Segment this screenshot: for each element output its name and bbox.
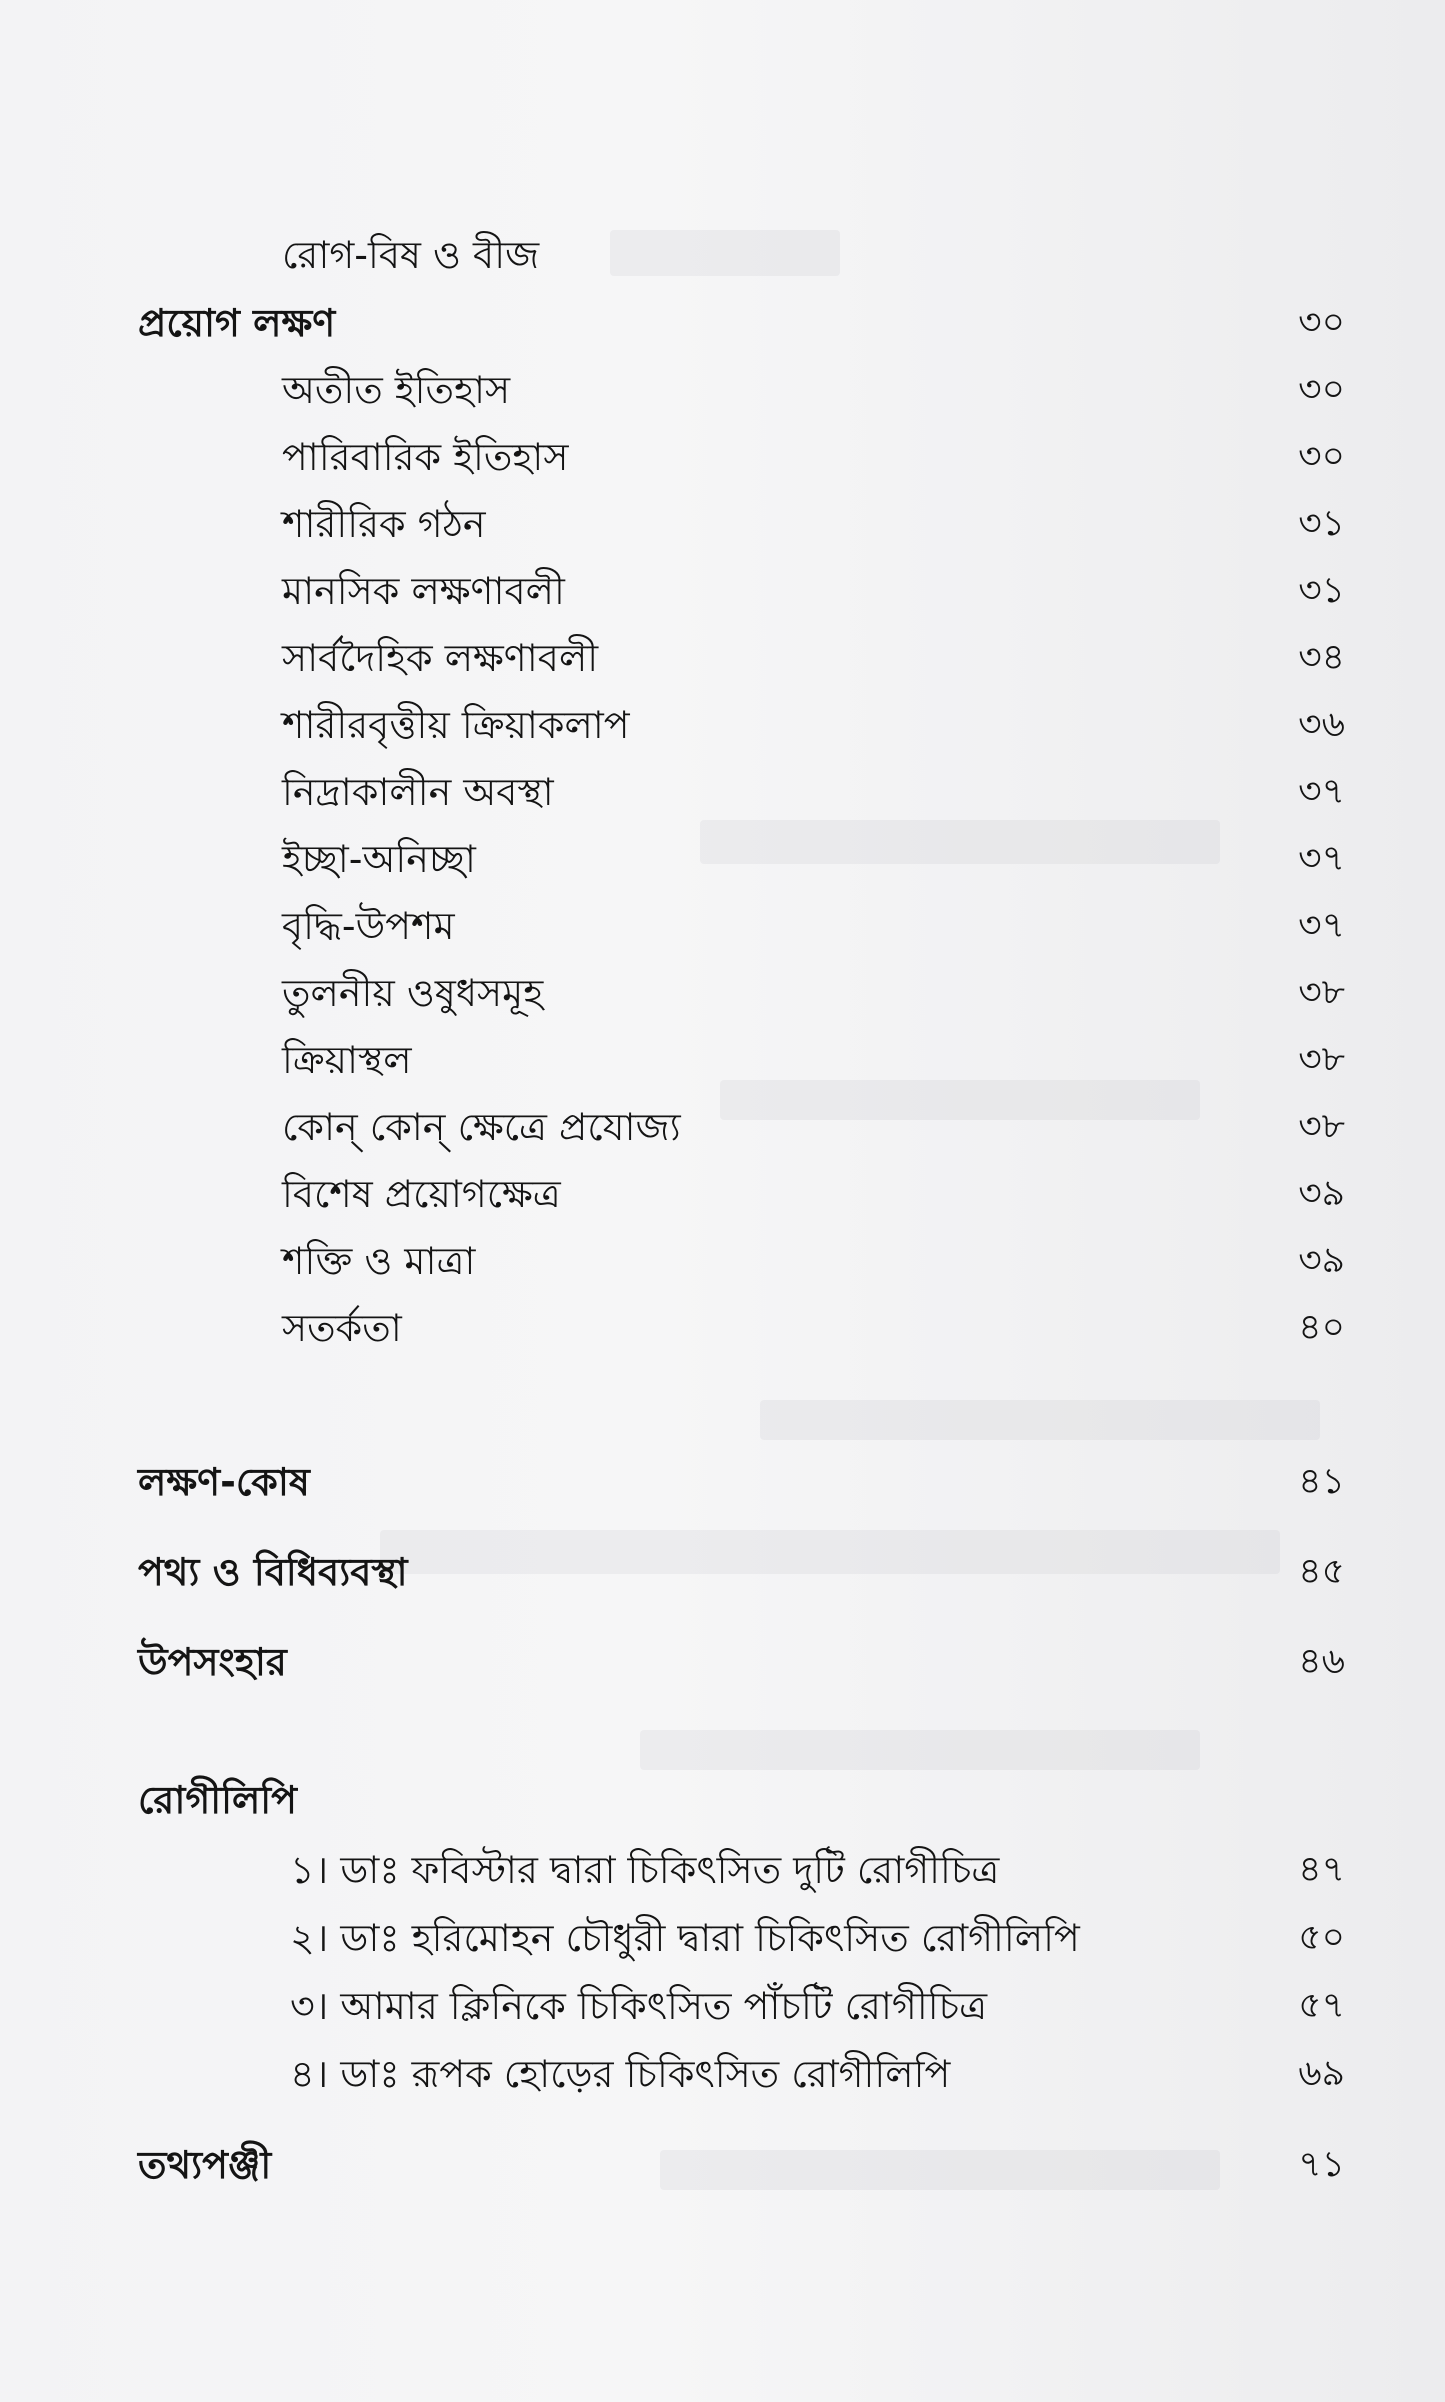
toc-page-number: ৪০ [1298,1307,1345,1348]
toc-section-heading [0,1542,1445,1602]
toc-entry [0,225,1445,285]
bleed-through-mark [760,1400,1320,1440]
toc-entry [0,628,1445,688]
toc-entry-label: শারীরবৃত্তীয় ক্রিয়াকলাপ [282,703,630,747]
toc-entry-label: মানসিক লক্ষণাবলী [282,569,565,613]
toc-entry-label: ২। ডাঃ হরিমোহন চৌধুরী দ্বারা চিকিৎসিত রোগীলিপি [290,1916,1080,1960]
toc-page-number: ৩১ [1298,503,1345,544]
toc-page-number: ৩৭ [1298,905,1345,946]
toc-page-number: ৪১ [1298,1461,1345,1502]
toc-page-number: ৫০ [1298,1917,1345,1958]
toc-page-number: ৩০ [1298,369,1345,410]
toc-entry [0,561,1445,621]
toc-section-heading [0,1632,1445,1692]
toc-entry-label: রোগ-বিষ ও বীজ [282,233,540,277]
toc-section-label: উপসংহার [138,1640,287,1684]
toc-entry [0,1097,1445,1157]
toc-page-number: ৩৪ [1298,637,1345,678]
toc-entry [0,1976,1445,2036]
toc-entry [0,1231,1445,1291]
toc-section-heading [0,293,1445,353]
toc-entry [0,360,1445,420]
bleed-through-mark [640,1730,1200,1770]
toc-entry [0,1030,1445,1090]
toc-entry [0,2044,1445,2104]
toc-entry [0,1840,1445,1900]
toc-entry-label: বিশেষ প্রয়োগক্ষেত্র [282,1172,561,1216]
toc-page-number: ৩৯ [1298,1240,1345,1281]
toc-entry-label: সতর্কতা [282,1306,402,1350]
toc-entry-label: তুলনীয় ওষুধসমূহ [282,971,544,1015]
toc-page-number: ৩৮ [1298,1106,1345,1147]
toc-entry [0,896,1445,956]
toc-section-label: লক্ষণ-কোষ [138,1460,310,1504]
toc-section-heading [0,1770,1445,1830]
toc-page-number: ৩০ [1298,436,1345,477]
toc-page-number: ৩৮ [1298,972,1345,1013]
toc-page-number: ৪৬ [1298,1641,1345,1682]
toc-page-number: ৭১ [1298,2144,1345,2185]
toc-entry-label: অতীত ইতিহাস [282,368,511,412]
toc-page-number: ৬৯ [1298,2053,1345,2094]
toc-section-heading [0,2135,1445,2195]
toc-entry-label: ১। ডাঃ ফবিস্টার দ্বারা চিকিৎসিত দুটি রোগীচিত্র [290,1848,1000,1892]
toc-entry [0,829,1445,889]
toc-entry [0,1908,1445,1968]
toc-section-label: প্রয়োগ লক্ষণ [138,301,336,345]
toc-page-number: ৩৭ [1298,838,1345,879]
toc-entry [0,1298,1445,1358]
toc-entry-label: নিদ্রাকালীন অবস্থা [282,770,554,814]
toc-entry [0,494,1445,554]
toc-entry [0,963,1445,1023]
toc-entry-label: ইচ্ছা-অনিচ্ছা [282,837,476,881]
toc-page-number: ৪৭ [1298,1849,1345,1890]
toc-page-number: ৩০ [1298,302,1345,343]
toc-section-heading [0,1452,1445,1512]
toc-entry [0,1164,1445,1224]
toc-entry [0,762,1445,822]
toc-entry-label: ৩। আমার ক্লিনিকে চিকিৎসিত পাঁচটি রোগীচিত্র [290,1984,988,2028]
toc-entry [0,427,1445,487]
toc-page-number: ৩৯ [1298,1173,1345,1214]
toc-page-number: ৩৮ [1298,1039,1345,1080]
toc-entry-label: ক্রিয়াস্থল [282,1038,412,1082]
toc-section-label: তথ্যপঞ্জী [138,2143,272,2187]
toc-entry-label: কোন্ কোন্ ক্ষেত্রে প্রযোজ্য [282,1105,681,1149]
toc-section-label: পথ্য ও বিধিব্যবস্থা [138,1550,408,1594]
toc-entry-label: ৪। ডাঃ রূপক হোড়ের চিকিৎসিত রোগীলিপি [290,2052,951,2096]
toc-page-number: ৫৭ [1298,1985,1345,2026]
toc-page-number: ৩৭ [1298,771,1345,812]
toc-entry-label: পারিবারিক ইতিহাস [282,435,569,479]
toc-entry-label: শক্তি ও মাত্রা [282,1239,476,1283]
toc-page-number: ৩১ [1298,570,1345,611]
toc-entry-label: সার্বদৈহিক লক্ষণাবলী [282,636,599,680]
toc-page-number: ৪৫ [1298,1551,1345,1592]
toc-entry-label: শারীরিক গঠন [282,502,486,546]
toc-entry-label: বৃদ্ধি-উপশম [282,904,455,948]
toc-section-label: রোগীলিপি [138,1778,297,1822]
toc-page-number: ৩৬ [1298,704,1345,745]
toc-entry [0,695,1445,755]
